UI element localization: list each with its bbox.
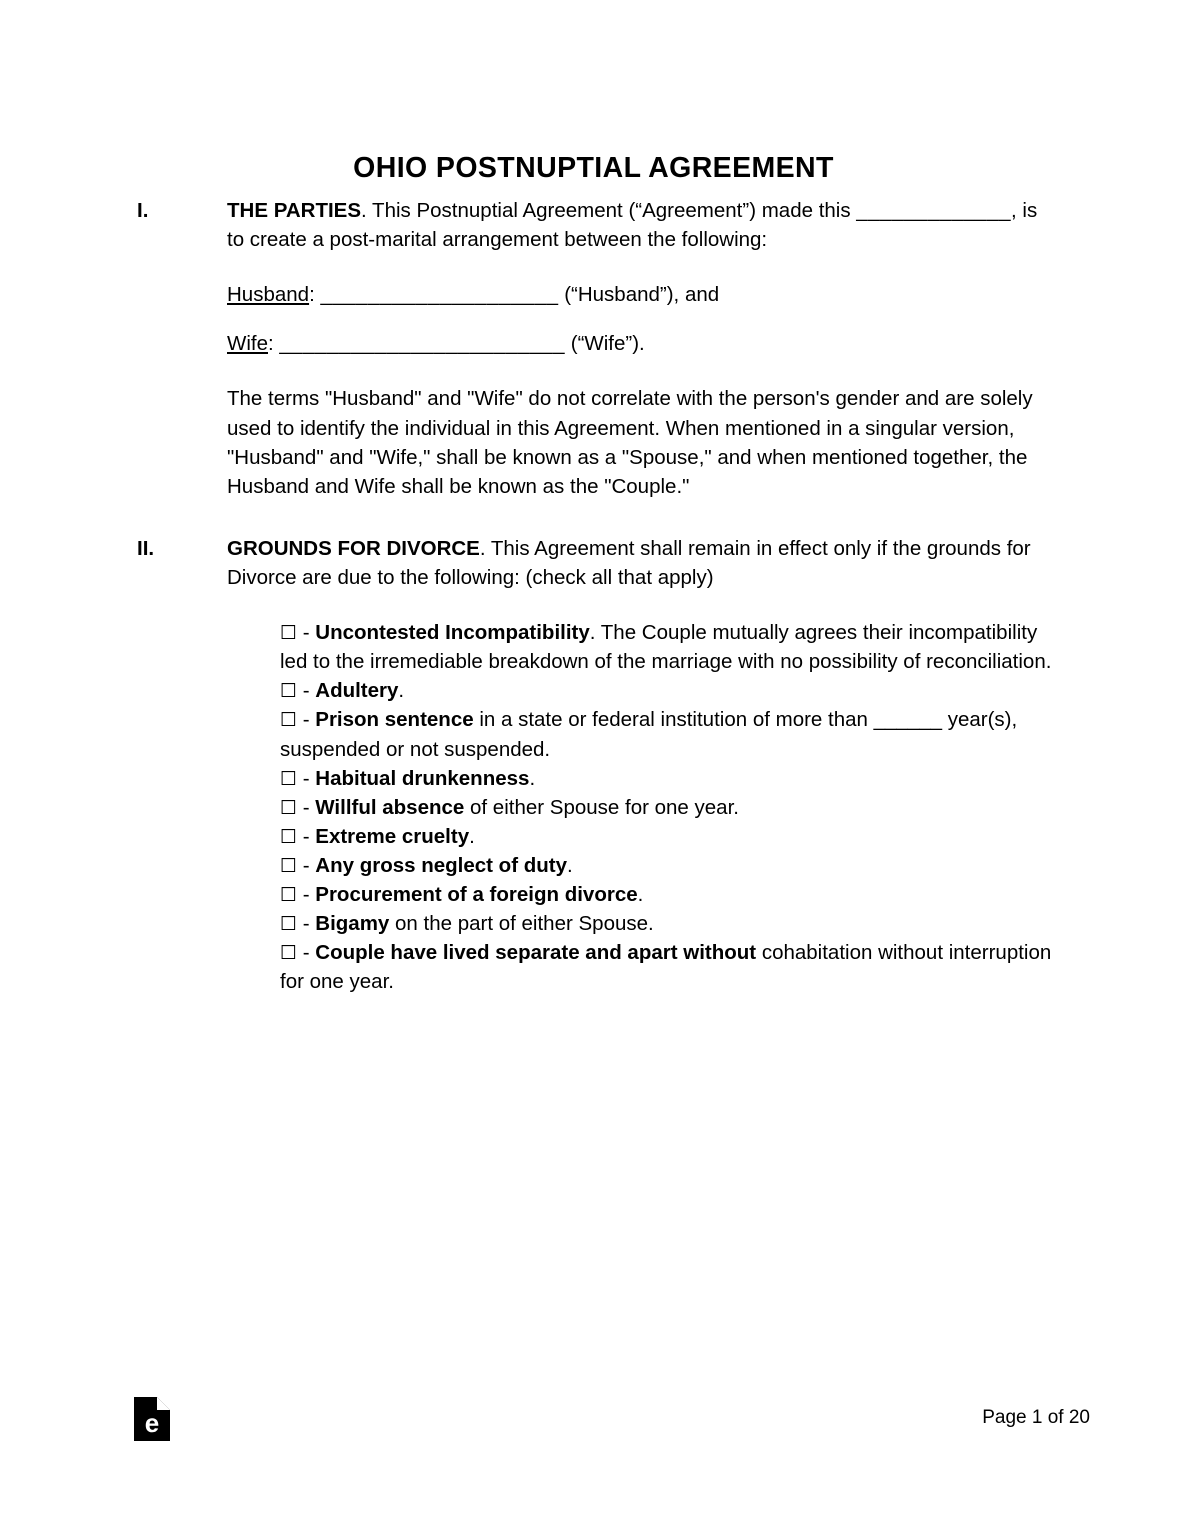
option-text: .	[637, 883, 644, 907]
option-label: Uncontested Incompatibility	[315, 621, 590, 645]
option-willful-absence[interactable]	[280, 793, 1052, 822]
option-text: .	[469, 824, 475, 848]
option-label: Willful absence	[315, 795, 465, 819]
husband-suffix: (“Husband”), and	[558, 283, 720, 307]
option-label: Prison sentence	[315, 708, 474, 732]
option-text: .	[398, 679, 405, 703]
terms-note-paragraph: The terms "Husband" and "Wife" do not correlate with the person's gender and are solely used to identify the individual in this Agreement. When mentioned in a singular version, "Husband" and "Wife," shall be known as a "Spouse," and when mentioned together, the Husband and Wife shall be known as the "Couple."	[227, 387, 1033, 498]
wife-colon: :	[268, 332, 274, 356]
option-text: cohabitation without interruption for one year.	[280, 941, 1052, 994]
husband-label: Husband	[227, 283, 310, 307]
option-dash: -	[297, 679, 316, 703]
page-title: OHIO POSTNUPTIAL AGREEMENT	[353, 152, 834, 185]
section-grounds-for-divorce	[137, 534, 1052, 997]
option-text: on the part of either Spouse.	[389, 912, 654, 936]
option-text: of either Spouse for one year.	[464, 795, 739, 819]
section-1-intro-after: , is to create a post-marital arrangement between the following:	[227, 199, 1038, 252]
option-dash: -	[297, 912, 316, 936]
option-label: Couple have lived separate and apart without	[315, 941, 757, 965]
option-adultery[interactable]	[280, 676, 1052, 705]
option-separate-and-apart[interactable]	[280, 938, 1052, 996]
section-numeral-1: I.	[137, 199, 149, 222]
checkbox-icon[interactable]: ☐	[280, 680, 298, 703]
section-numeral-2: II.	[137, 536, 155, 560]
section-the-parties	[137, 196, 1052, 501]
wife-row	[227, 329, 1052, 358]
option-text: .	[567, 853, 573, 877]
checkbox-icon[interactable]: ☐	[280, 884, 298, 907]
option-prison-sentence[interactable]	[280, 705, 1052, 763]
checkbox-icon[interactable]: ☐	[280, 854, 298, 877]
page-number-label: Page 1 of 20	[982, 1407, 1090, 1428]
checkbox-icon[interactable]: ☐	[280, 796, 298, 819]
option-text: . The Couple mutually agrees their incompatibility led to the irremediable breakdown of the marriage with no possibility of reconciliation.	[280, 621, 1052, 674]
checkbox-icon[interactable]: ☐	[280, 767, 298, 790]
section-2-intro	[227, 534, 1052, 592]
option-text: .	[529, 766, 536, 790]
grounds-options-list	[280, 618, 1052, 996]
husband-colon: :	[309, 283, 315, 307]
option-label: Extreme cruelty	[315, 824, 470, 848]
husband-name-field[interactable]: ____________________	[320, 283, 559, 307]
section-1-intro-before: . This Postnuptial Agreement (“Agreement”) made this	[361, 199, 857, 222]
checkbox-icon[interactable]: ☐	[280, 825, 298, 848]
option-text: in a state or federal institution of more than ______ year(s), suspended or not suspended.	[280, 708, 1018, 761]
option-label: Adultery	[315, 679, 399, 703]
checkbox-icon[interactable]: ☐	[280, 942, 298, 965]
wife-suffix: (“Wife”).	[565, 332, 645, 356]
option-dash: -	[297, 708, 316, 732]
document-body	[137, 196, 1052, 997]
section-1-body	[227, 196, 1052, 501]
option-dash: -	[297, 824, 316, 848]
option-extreme-cruelty[interactable]	[280, 822, 1052, 851]
section-2-intro-text: . This Agreement shall remain in effect only if the grounds for Divorce are due to the following: (check all that apply)	[227, 536, 1031, 589]
option-dash: -	[297, 883, 316, 907]
section-2-heading: GROUNDS FOR DIVORCE	[227, 536, 480, 560]
section-1-intro	[227, 196, 1052, 254]
option-label: Any gross neglect of duty	[315, 853, 567, 877]
section-2-body	[227, 534, 1052, 997]
option-bigamy[interactable]	[280, 909, 1052, 938]
option-dash: -	[297, 941, 316, 965]
option-gross-neglect-of-duty[interactable]	[280, 851, 1052, 880]
option-dash: -	[297, 795, 316, 819]
checkbox-icon[interactable]: ☐	[280, 622, 298, 645]
option-foreign-divorce[interactable]	[280, 880, 1052, 909]
husband-row	[227, 280, 1052, 309]
option-dash: -	[297, 853, 316, 877]
date-blank-field[interactable]: _____________	[856, 199, 1012, 222]
page-footer	[0, 1396, 1187, 1536]
option-uncontested-incompatibility[interactable]	[280, 618, 1052, 676]
option-label: Bigamy	[315, 912, 390, 936]
wife-label: Wife	[227, 332, 268, 356]
option-habitual-drunkenness[interactable]	[280, 764, 1052, 793]
option-label: Habitual drunkenness	[315, 766, 530, 790]
checkbox-icon[interactable]: ☐	[280, 913, 298, 936]
wife-name-field[interactable]: ________________________	[279, 332, 566, 356]
eforms-logo-icon	[134, 1397, 170, 1441]
checkbox-icon[interactable]: ☐	[280, 709, 298, 732]
svg-text:e: e	[144, 1408, 160, 1438]
option-dash: -	[297, 621, 316, 645]
option-label: Procurement of a foreign divorce	[315, 883, 638, 907]
option-dash: -	[297, 766, 316, 790]
section-1-heading: THE PARTIES	[227, 199, 362, 222]
